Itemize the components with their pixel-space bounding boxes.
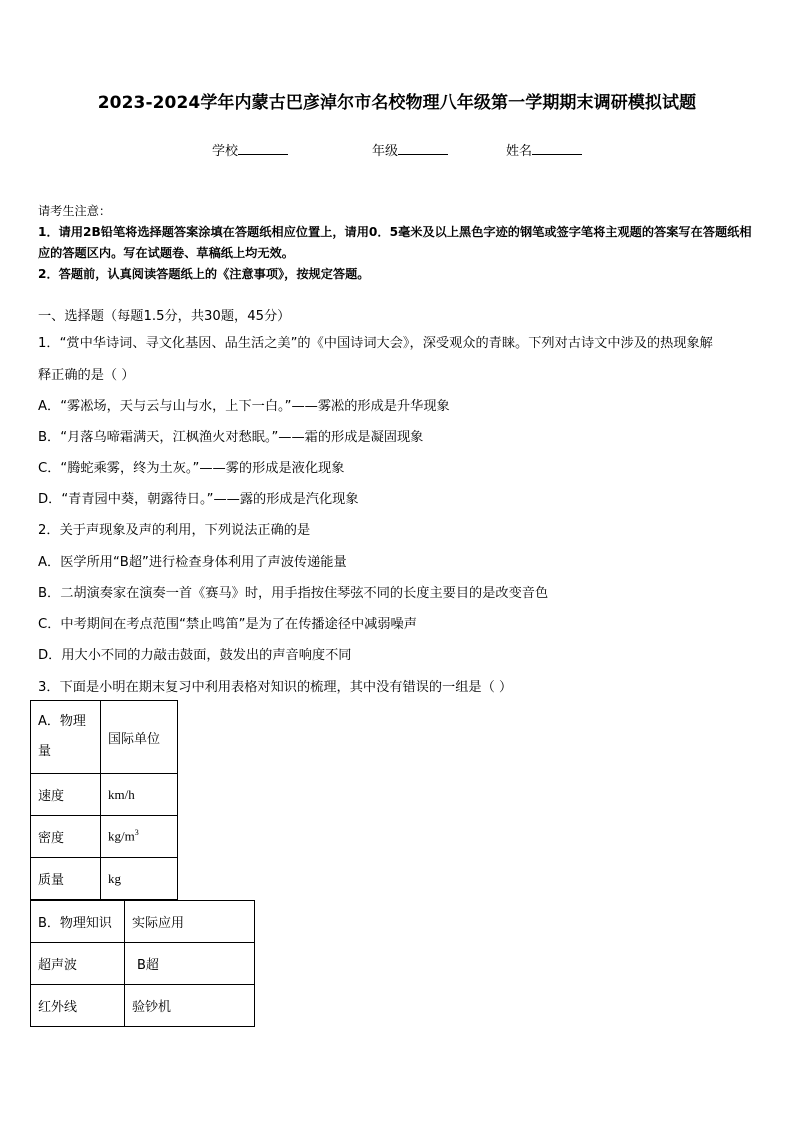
q2-option-c: C．中考期间在考点范围“禁止鸣笛”是为了在传播途径中减弱噪声 — [38, 617, 417, 632]
table-row — [31, 943, 255, 985]
table-a-unit-exponent: 3 — [134, 828, 139, 838]
table-b-application: B超 — [125, 943, 255, 985]
table-b-application: 验钞机 — [125, 985, 255, 1027]
school-blank — [238, 143, 288, 155]
q1-option-d: D．“青青园中葵，朝露待日。”——露的形成是汽化现象 — [38, 492, 359, 507]
q3-table-b — [30, 900, 255, 1027]
q3-table-a — [30, 700, 178, 900]
name-label: 姓名 — [506, 144, 533, 159]
table-a-unit: kg — [101, 858, 178, 900]
q1-option-b: B．“月落乌啼霜满天，江枫渔火对愁眠。”——霜的形成是凝固现象 — [38, 430, 424, 445]
q2-option-d: D．用大小不同的力敲击鼓面，鼓发出的声音响度不同 — [38, 648, 352, 663]
grade-field — [372, 140, 448, 159]
table-row — [31, 816, 178, 858]
notice-item-2: 2．答题前，认真阅读答题纸上的《注意事项》，按规定答题。 — [38, 267, 370, 281]
q2-option-b: B．二胡演奏家在演奏一首《赛马》时，用手指按住琴弦不同的长度主要目的是改变音色 — [38, 586, 549, 601]
table-b-knowledge: 红外线 — [31, 985, 125, 1027]
grade-blank — [398, 143, 448, 155]
table-row — [31, 985, 255, 1027]
name-blank — [532, 143, 582, 155]
q1-stem-line2: 释正确的是（ ） — [38, 368, 135, 383]
table-a-header-unit: 国际单位 — [101, 701, 178, 774]
table-b-knowledge: 超声波 — [31, 943, 125, 985]
table-a-unit-base: kg/m — [108, 828, 135, 844]
q2-stem: 2．关于声现象及声的利用，下列说法正确的是 — [38, 523, 311, 538]
q1-option-a: A．“雾凇场，天与云与山与水，上下一白。”——雾凇的形成是升华现象 — [38, 399, 450, 414]
table-a-quantity: 质量 — [31, 858, 101, 900]
section-heading: 一、选择题（每题1.5分，共30题，45分） — [38, 309, 291, 324]
q1-option-c: C．“腾蛇乘雾，终为土灰。”——雾的形成是液化现象 — [38, 461, 345, 476]
table-row — [31, 858, 178, 900]
table-a-header-quantity — [31, 701, 101, 774]
table-a-header-row — [31, 701, 178, 774]
q1-stem-line1: 1．“赏中华诗词、寻文化基因、品生活之美”的《中国诗词大会》，深受观众的青睐。下列对古诗文中涉及的热现象解 — [38, 336, 713, 351]
q2-option-a: A．医学所用“B超”进行检查身体利用了声波传递能量 — [38, 555, 347, 570]
table-a-quantity: 密度 — [31, 816, 101, 858]
table-b-header-knowledge: B．物理知识 — [31, 901, 125, 943]
table-a-header-quantity-line1: A．物理 — [38, 714, 86, 729]
table-a-header-quantity-line2: 量 — [38, 744, 52, 759]
table-b-header-application: 实际应用 — [125, 901, 255, 943]
table-row — [31, 774, 178, 816]
school-label: 学校 — [212, 144, 239, 159]
notice-block — [38, 201, 758, 285]
table-a-unit: km/h — [101, 774, 178, 816]
notice-heading: 请考生注意： — [38, 204, 112, 218]
name-field — [506, 140, 582, 159]
grade-label: 年级 — [372, 144, 399, 159]
page-title: 2023-2024学年内蒙古巴彦淖尔市名校物理八年级第一学期期末调研模拟试题 — [97, 93, 697, 113]
table-a-quantity: 速度 — [31, 774, 101, 816]
school-field — [212, 140, 288, 159]
q3-stem: 3．下面是小明在期末复习中利用表格对知识的梳理，其中没有错误的一组是（ ） — [38, 680, 513, 695]
table-b-header-row — [31, 901, 255, 943]
table-a-unit — [101, 816, 178, 858]
notice-item-1: 1．请用2B铅笔将选择题答案涂填在答题纸相应位置上，请用0．5毫米及以上黑色字迹的钢笔或签字笔将主观题的答案写在答题纸相应的答题区内。写在试题卷、草稿纸上均无效。 — [38, 225, 752, 260]
